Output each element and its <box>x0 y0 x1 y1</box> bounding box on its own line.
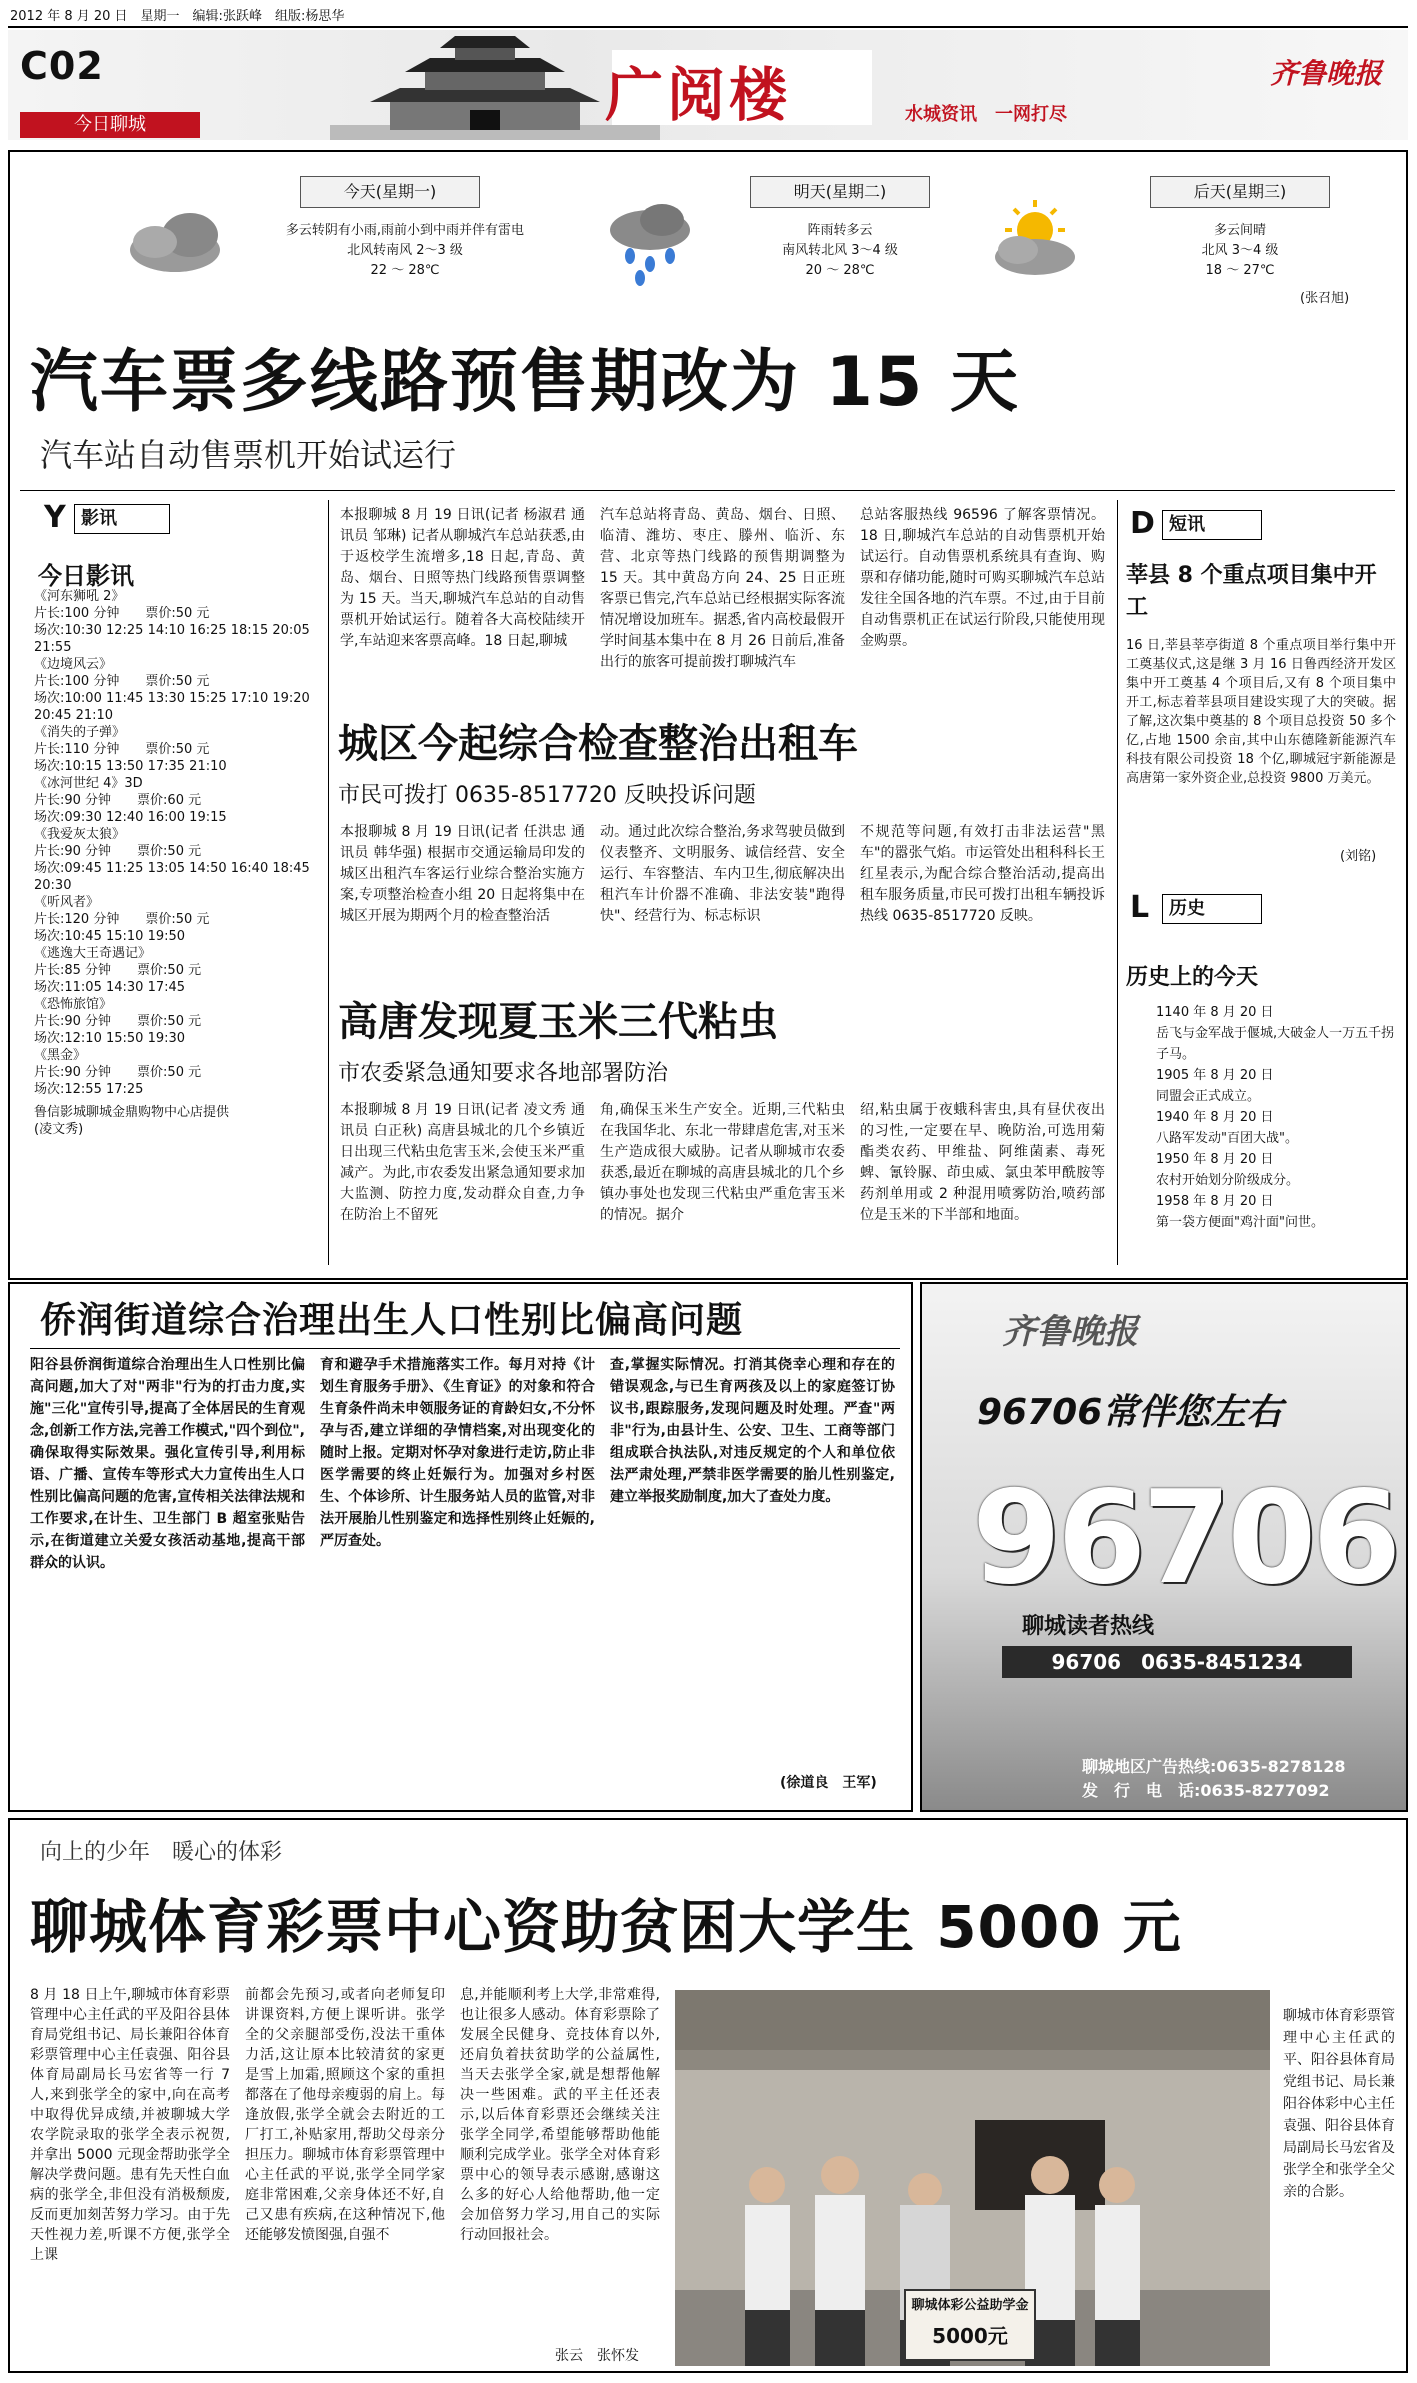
taxi-body-col: 动。通过此次综合整治,务求驾驶员做到仪表整齐、文明服务、诚信经营、安全运行、车容整洁、车内卫生,彻底解决出租汽车计价器不准确、非法安装"跑得快"、经营行为、标志标识 <box>600 824 845 924</box>
weather-temp: 20 ～ 28℃ <box>805 263 875 278</box>
corn-body-col: 角,确保玉米生产安全。近期,三代粘虫在我国华北、东北一带肆虐危害,对玉米生产造成很大威胁。记者从聊城市农委获悉,最近在聊城的高唐县城北的几个乡镇办事处也发现三代粘虫严重危害玉米的情况。据介 <box>600 1102 845 1223</box>
weather-temp: 22 ～ 28℃ <box>370 263 440 278</box>
ad-hotline-numbers: 96706 0635-8451234 <box>1002 1646 1352 1678</box>
hotline-ad <box>920 1282 1408 1812</box>
list-item: 1950 年 8 月 20 日 农村开始划分阶级成分。 <box>1156 1152 1300 1188</box>
weather-wind: 南风转北风 3～4 级 <box>782 243 898 258</box>
ad-brand: 齐鲁晚报 <box>1002 1312 1138 1352</box>
paper-logo: 齐鲁晚报 <box>1270 57 1383 90</box>
list-item: 1140 年 8 月 20 日 岳飞与金军战于偃城,大破金人一万五千拐子马。 <box>1156 1005 1395 1062</box>
lottery-body-col: 前都会先预习,或者向老师复印讲课资料,方便上课听讲。张学全的父亲腿部受伤,没法干重体力活,这让原本比较清贫的家更是雪上加霜,照顾这个家的重担都落在了他母亲瘦弱的肩上。每逢放假,张学全就会去附近的工厂打工,补贴家用,帮助父母亲分担压力。聊城市体育彩票管理中心主任武的平说,张学全同学家庭非常困难,父亲身体还不好,自己又患有疾病,在这种情况下,他还能够发愤图强,自强不 <box>245 1987 445 2243</box>
weather-wind: 北风 3～4 级 <box>1201 243 1279 258</box>
movies-title: 今日影讯 <box>38 562 134 590</box>
brief-body: 16 日,莘县莘亭街道 8 个重点项目举行集中开工奠基仪式,这是继 3 月 16 日鲁西经济开发区集中开工奠基 4 个项目后,又有 8 个项目集中开工,标志着莘县项目建设实现了大的突破。据了解,这次集中奠基的 8 个项目总投资 50 多个亿,占地 1500 余亩,其中山东德隆新能源汽车科技有限公司投资 18 个亿,聊城冠宇新能源是高唐第一家外资企业,总投资 9800 万美元。 <box>1126 638 1396 786</box>
lottery-headline: 聊城体育彩票中心资助贫困大学生 5000 元 <box>30 1893 1182 1961</box>
lottery-body-col: 息,并能顺利考上大学,非常难得,也让很多人感动。体育彩票除了发展全民健身、竞技体育以外,还肩负着扶贫助学的公益属性,当天去张学全家,就是想帮他解决一些困难。武的平主任还表示,以后体育彩票还会继续关注张学全同学,希望能够帮助他能顺利完成学业。张学全对体育彩票中心的领导表示感谢,感谢这么多的好心人给他帮助,他一定会加倍努力学习,用自己的实际行动回报社会。 <box>460 1987 660 2243</box>
list-item: 《消失的子弹》 片长:110 分钟 票价:50 元 场次:10:15 13:50 17:35 21:10 <box>34 725 227 774</box>
corn-subhead: 市农委紧急通知要求各地部署防治 <box>338 1061 669 1086</box>
lottery-body-col: 8 月 18 日上午,聊城市体育彩票管理中心主任武的平及阳谷县体育局党组书记、局长兼阳谷体育彩票管理中心主任袁强、阳谷县体育局副局长马宏省等一行 7 人,来到张学全的家中,向在高考中取得优异成绩,并被聊城大学农学院录取的张学全表示祝贺,并拿出 5000 元现金帮助张学全解决学费问题。患有先天性白血病的张学全,非但没有消极颓废,反而更加刻苦努力学习。由于先天性视力差,听课不方便,张学全上课 <box>30 1987 230 2263</box>
photo-sign-text: 聊城体彩公益助学金 <box>911 2298 1029 2313</box>
list-item: 1940 年 8 月 20 日 八路军发动"百团大战"。 <box>1156 1110 1298 1146</box>
population-body-col: 阳谷县侨润街道综合治理出生人口性别比偏高问题,加大了对"两非"行为的打击力度,实施"三化"宣传引导,提高了全体居民的生育观念,创新工作方法,完善工作模式,"四个到位",确保取得实际效果。强化宣传引导,利用标语、广播、宣传车等形式大力宣传出生人口性别比偏高问题的危害,宣传相关法律法规和工作要求,在计生、卫生部门 B 超室张贴告示,在街道建立关爱女孩活动基地,提高干部群众的认识。 <box>30 1357 305 1571</box>
history-title: 历史上的今天 <box>1126 965 1259 990</box>
weather-wind: 北风转南风 2～3 级 <box>347 243 463 258</box>
lottery-credit: 张云 张怀发 <box>555 2348 639 2364</box>
weather-day-label: 今天(星期一) <box>300 176 480 208</box>
population-body-col: 查,掌握实际情况。打消其侥幸心理和存在的错误观念,与已生育两孩及以上的家庭签订协议书,跟踪服务,发现问题及时处理。严查"两非"行为,由县计生、公安、卫生、工商等部门组成联合执法队,对违反规定的个人和单位依法严肃处理,严禁非医学需要的胎儿性别鉴定,建立举报奖励制度,加大了查处力度。 <box>610 1357 895 1505</box>
population-headline: 侨润街道综合治理出生人口性别比偏高问题 <box>40 1300 744 1341</box>
lead-body-col: 汽车总站将青岛、黄岛、烟台、日照、临清、潍坊、枣庄、滕州、临沂、东营、北京等热门线路的预售期调整为 15 天。其中黄岛方向 24、25 日正班客票已售完,汽车总站已经根据实际客流情况增设加班车。据悉,省内高校最假开学时间基本集中在 8 月 26 日前后,准备出行的旅客可提前拨打聊城汽车 <box>600 507 845 670</box>
list-item: 《恐怖旅馆》 片长:90 分钟 票价:50 元 场次:12:10 15:50 19:30 <box>34 997 202 1046</box>
list-item: 《河东狮吼 2》 片长:100 分钟 票价:50 元 场次:10:30 12:25 14:10 16:25 18:15 20:05 21:55 <box>34 589 310 655</box>
column-rule <box>1117 500 1118 1265</box>
history-list <box>1126 1002 1396 1233</box>
divider <box>20 490 1395 491</box>
sun-cloud-icon <box>980 195 1090 285</box>
list-item: 《我爱灰太狼》 片长:90 分钟 票价:50 元 场次:09:45 11:25 13:05 14:50 16:40 18:45 20:30 <box>34 827 310 893</box>
section-label: 短讯 <box>1162 510 1262 540</box>
corn-body-col: 本报聊城 8 月 19 日讯(记者 凌文秀 通讯员 白正秋) 高唐县城北的几个乡镇近日出现三代粘虫危害玉米,会使玉米严重减产。为此,市农委发出紧急通知要求加大监测、防控力度,发动群众自查,力争在防治上不留死 <box>340 1102 585 1223</box>
taxi-headline: 城区今起综合检查整治出租车 <box>338 721 858 767</box>
photo-caption: 聊城市体育彩票管理中心主任武的平、阳谷县体育局党组书记、局长兼阳谷体彩中心主任袁强、阳谷县体育局副局长马宏省及张学全和张学全父亲的合影。 <box>1283 2008 1395 2200</box>
cloudy-icon <box>120 200 240 280</box>
weather-desc: 多云转阴有小雨,雨前小到中雨并伴有雷电 <box>285 223 525 238</box>
column-slogan: 水城资讯 一网打尽 <box>905 104 1067 125</box>
list-item: 《边境风云》 片长:100 分钟 票价:50 元 场次:10:00 11:45 13:30 15:25 17:10 19:20 20:45 21:10 <box>34 657 310 723</box>
lead-headline: 汽车票多线路预售期改为 15 天 <box>30 343 1020 422</box>
weather-temp: 18 ～ 27℃ <box>1205 263 1275 278</box>
ad-hotline-label: 聊城读者热线 <box>1022 1614 1155 1639</box>
ad-slogan: 96706常伴您左右 <box>977 1392 1283 1433</box>
list-item: 1905 年 8 月 20 日 同盟会正式成立。 <box>1156 1068 1274 1104</box>
list-item: 1958 年 8 月 20 日 第一袋方便面"鸡汁面"问世。 <box>1156 1194 1324 1230</box>
weather-credit: (张召旭) <box>1300 291 1350 306</box>
divider <box>30 1348 900 1349</box>
section-label: 历史 <box>1162 894 1262 924</box>
masthead-rule <box>8 26 1408 28</box>
movies-provider: 鲁信影城聊城金鼎购物中心店提供 (凌文秀) <box>34 1105 308 1137</box>
lead-body-col: 总站客服热线 96596 了解客票情况。18 日,聊城汽车总站的自动售票机开始试运行。自动售票机系统具有查询、购票和存储功能,随时可购买聊城汽车总站发往全国各地的汽车票。不过,由于目前自动售票机正在试运行阶段,只能使用现金购票。 <box>860 507 1105 649</box>
section-letter: D <box>1130 506 1155 541</box>
date-line: 2012 年 8 月 20 日 星期一 编辑:张跃峰 组版:杨思华 <box>10 9 345 24</box>
weather-day-label: 明天(星期二) <box>750 176 930 208</box>
list-item: 《听风者》 片长:120 分钟 票价:50 元 场次:10:45 15:10 19:50 <box>34 895 210 944</box>
population-credit: (徐道良 王军) <box>780 1775 877 1791</box>
column-rule <box>328 500 329 1265</box>
photo-sign-amount: 5000元 <box>932 2324 1008 2348</box>
weather-desc: 多云间晴 <box>1213 223 1266 238</box>
brief-title: 莘县 8 个重点项目集中开工 <box>1126 563 1377 620</box>
page-section-label: 今日聊城 <box>20 112 200 138</box>
list-item: 《黑金》 片长:90 分钟 票价:50 元 场次:12:55 17:25 <box>34 1048 202 1097</box>
lead-body-col: 本报聊城 8 月 19 日讯(记者 杨淑君 通讯员 邹琳) 记者从聊城汽车总站获悉,由于返校学生流增多,18 日起,青岛、黄岛、烟台、日照等热门线路预售票调整为 15 天。当天,聊城汽车总站的自动售票机开始试运行。随着各大高校陆续开学,车站迎来客票高峰。18 日起,聊城 <box>340 507 585 649</box>
page-number: C02 <box>20 44 104 88</box>
ad-line: 聊城地区广告热线:0635-8278128 <box>1082 1757 1346 1776</box>
lottery-kicker: 向上的少年 暖心的体彩 <box>40 1840 283 1865</box>
movie-list <box>34 588 319 1138</box>
column-title: 广阅楼 <box>605 61 792 129</box>
list-item: 《逃逸大王奇遇记》 片长:85 分钟 票价:50 元 场次:11:05 14:30 17:45 <box>34 946 202 995</box>
taxi-subhead: 市民可拨打 0635-8517720 反映投诉问题 <box>338 783 756 808</box>
list-item: 《冰河世纪 4》3D 片长:90 分钟 票价:60 元 场次:09:30 12:40 16:00 19:15 <box>34 776 227 825</box>
corn-headline: 高唐发现夏玉米三代粘虫 <box>338 999 778 1045</box>
taxi-body-col: 本报聊城 8 月 19 日讯(记者 任洪忠 通讯员 韩华强) 根据市交通运输局印发的城区出租汽车客运行业综合整治实施方案,专项整治检查小组 20 日起将集中在城区开展为期两个月的检查整治活 <box>340 824 585 924</box>
weather-desc: 阵雨转多云 <box>807 223 873 238</box>
ad-big-number: 96706 <box>972 1464 1398 1613</box>
brief-credit: (刘铭) <box>1340 849 1377 864</box>
section-letter: L <box>1130 890 1150 925</box>
lead-subhead: 汽车站自动售票机开始试运行 <box>40 436 457 474</box>
weather-day-label: 后天(星期三) <box>1150 176 1330 208</box>
taxi-body-col: 不规范等问题,有效打击非法运营"黑车"的嚣张气焰。市运管处出租科科长王红星表示,为配合综合整治活动,提高出租车服务质量,市民可拨打出租车辆投诉热线 0635-8517720 反映。 <box>860 824 1105 924</box>
rain-icon <box>600 198 700 288</box>
population-body-col: 育和避孕手术措施落实工作。每月对持《计划生育服务手册》、《生育证》的对象和符合生育条件尚未申领服务证的育龄妇女,不分怀孕与否,建立详细的孕情档案,对出现变化的随时上报。定期对怀孕对象进行走访,防止非医学需要的终止妊娠行为。加强对乡村医生、个体诊所、计生服务站人员的监管,对非法开展胎儿性别鉴定和选择性别终止妊娠的,严厉查处。 <box>320 1357 595 1549</box>
corn-body-col: 绍,粘虫属于夜蛾科害虫,具有昼伏夜出的习性,一定要在早、晚防治,可选用菊酯类农药、甲维盐、阿维菌素、毒死蜱、氰铃脲、茚虫威、氯虫苯甲酰胺等药剂单用或 2 种混用喷雾防治,喷药部位是玉米的下半部和地面。 <box>860 1102 1105 1223</box>
section-letter: Y <box>44 500 66 535</box>
ad-dist-line: 发 行 电 话:0635-8277092 <box>1082 1781 1330 1800</box>
section-label: 影讯 <box>74 504 170 534</box>
